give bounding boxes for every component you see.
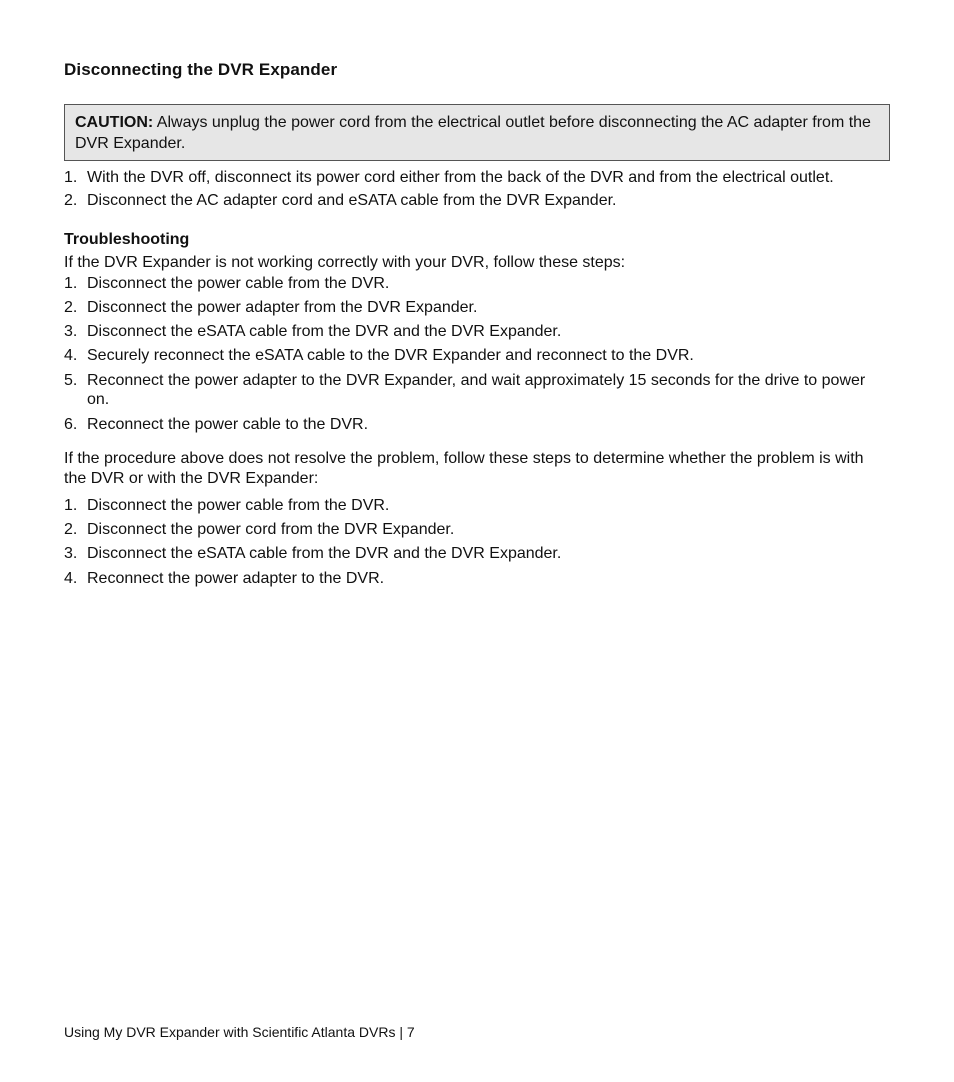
followup-intro: If the procedure above does not resolve the problem, follow these steps to determine whether the problem is with the DVR or with the DVR Expander: — [64, 450, 864, 487]
step-text: With the DVR off, disconnect its power cord either from the back of the DVR and from the electrical outlet. — [87, 169, 834, 186]
step-number: 2. — [64, 521, 78, 538]
list-item — [64, 415, 890, 434]
step-number: 4. — [64, 347, 78, 364]
step-number: 1. — [64, 275, 78, 292]
caution-text: Always unplug the power cord from the electrical outlet before disconnecting the AC adapter from the DVR Expander. — [75, 114, 871, 152]
step-text: Reconnect the power adapter to the DVR Expander, and wait approximately 15 seconds for the drive to power on. — [87, 372, 866, 408]
step-number: 2. — [64, 192, 78, 209]
list-item — [64, 168, 890, 187]
step-text: Disconnect the eSATA cable from the DVR and the DVR Expander. — [87, 323, 562, 340]
step-text: Disconnect the eSATA cable from the DVR and the DVR Expander. — [87, 545, 562, 562]
list-item — [64, 322, 890, 341]
troubleshooting-intro: If the DVR Expander is not working correctly with your DVR, follow these steps: — [64, 254, 626, 271]
step-text: Disconnect the power cable from the DVR. — [87, 275, 390, 292]
step-text: Disconnect the power cable from the DVR. — [87, 497, 390, 514]
section-title: Disconnecting the DVR Expander — [64, 60, 338, 79]
step-text: Reconnect the power cable to the DVR. — [87, 416, 369, 433]
step-number: 3. — [64, 545, 78, 562]
list-item — [64, 371, 887, 409]
list-item — [64, 274, 890, 293]
step-number: 6. — [64, 416, 78, 433]
step-number: 1. — [64, 497, 78, 514]
disconnect-steps — [64, 168, 890, 210]
step-text: Disconnect the power adapter from the DVR Expander. — [87, 299, 478, 316]
troubleshooting-steps — [64, 274, 890, 434]
step-text: Reconnect the power adapter to the DVR. — [87, 570, 385, 587]
step-number: 5. — [64, 372, 78, 389]
step-text: Disconnect the power cord from the DVR Expander. — [87, 521, 455, 538]
list-item — [64, 191, 890, 210]
page-footer: Using My DVR Expander with Scientific Atlanta DVRs | 7 — [64, 1024, 415, 1040]
followup-steps — [64, 496, 890, 588]
list-item — [64, 346, 890, 365]
step-number: 2. — [64, 299, 78, 316]
caution-label: CAUTION: — [75, 114, 154, 131]
list-item — [64, 569, 890, 588]
list-item — [64, 496, 890, 515]
step-number: 4. — [64, 570, 78, 587]
list-item — [64, 520, 890, 539]
troubleshooting-heading: Troubleshooting — [64, 231, 190, 248]
step-number: 3. — [64, 323, 78, 340]
step-text: Disconnect the AC adapter cord and eSATA cable from the DVR Expander. — [87, 192, 617, 209]
list-item — [64, 298, 890, 317]
list-item — [64, 544, 890, 563]
step-number: 1. — [64, 169, 78, 186]
caution-box — [64, 104, 890, 161]
step-text: Securely reconnect the eSATA cable to the DVR Expander and reconnect to the DVR. — [87, 347, 694, 364]
